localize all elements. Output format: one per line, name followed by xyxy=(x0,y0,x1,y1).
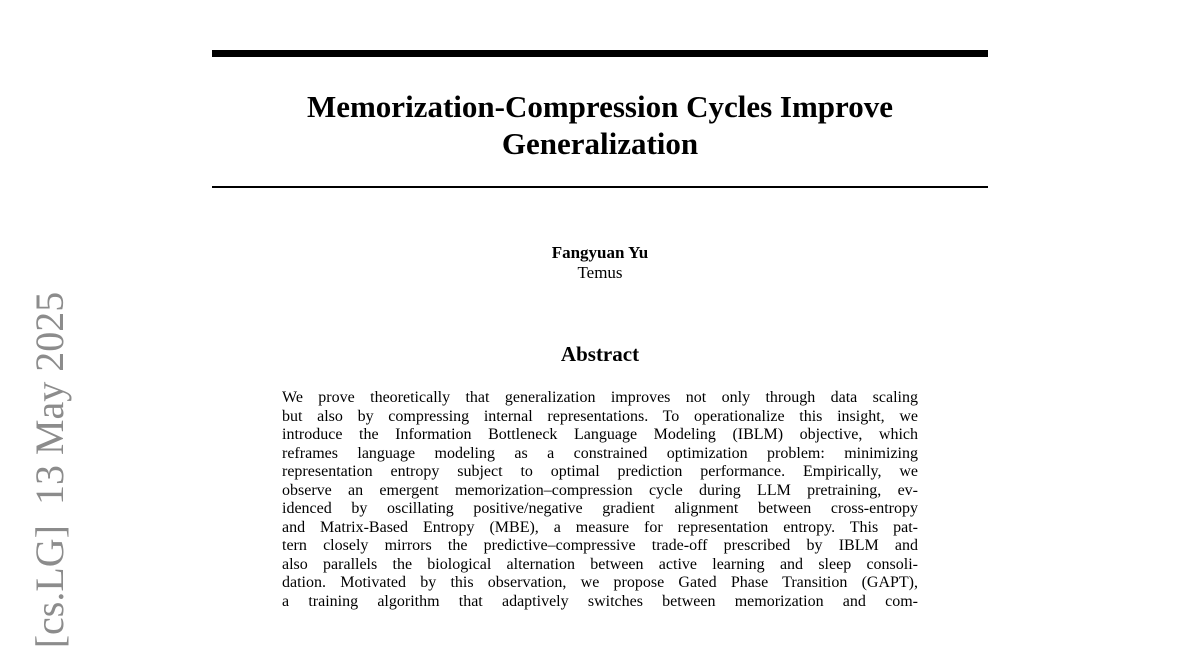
top-rule xyxy=(212,50,988,57)
abstract-line: We prove theoretically that generalization improves not only through data scaling xyxy=(282,389,918,406)
abstract-line: introduce the Information Bottleneck Language Modeling (IBLM) objective, which xyxy=(282,426,918,443)
abstract-line: observe an emergent memorization–compression cycle during LLM pretraining, ev- xyxy=(282,481,918,499)
abstract-line: but also by compressing internal representations. To operationalize this insight, we xyxy=(282,407,918,425)
abstract-heading: Abstract xyxy=(560,342,640,366)
title-line: Generalization xyxy=(501,126,699,161)
paper-title xyxy=(212,88,988,162)
abstract-line: reframes language modeling as a constrained optimization problem: minimizing xyxy=(282,444,918,462)
author-name: Fangyuan Yu xyxy=(551,243,649,262)
abstract-line: a training algorithm that adaptively switches between memorization and com- xyxy=(282,592,918,610)
arxiv-stamp xyxy=(28,292,72,648)
abstract-line: and Matrix-Based Entropy (MBE), a measure for representation entropy. This pat- xyxy=(282,518,918,536)
abstract-line: also parallels the biological alternation between active learning and sleep consoli- xyxy=(282,555,918,573)
arxiv-date: 13 May 2025 xyxy=(27,291,72,506)
author-affiliation: Temus xyxy=(577,263,623,282)
bottom-rule xyxy=(212,186,988,188)
abstract-line: representation entropy subject to optimal prediction performance. Empirically, we xyxy=(282,463,918,480)
author-block xyxy=(212,243,988,283)
abstract-body xyxy=(282,389,918,611)
title-line: Memorization-Compression Cycles Improve xyxy=(306,89,894,124)
abstract-line: idenced by oscillating positive/negative gradient alignment between cross-entropy xyxy=(282,500,918,517)
abstract-line: dation. Motivated by this observation, we propose Gated Phase Transition (GAPT), xyxy=(282,574,918,591)
abstract-line: tern closely mirrors the predictive–compressive trade-off prescribed by IBLM and xyxy=(282,537,918,554)
arxiv-category: [cs.LG] xyxy=(27,525,72,648)
